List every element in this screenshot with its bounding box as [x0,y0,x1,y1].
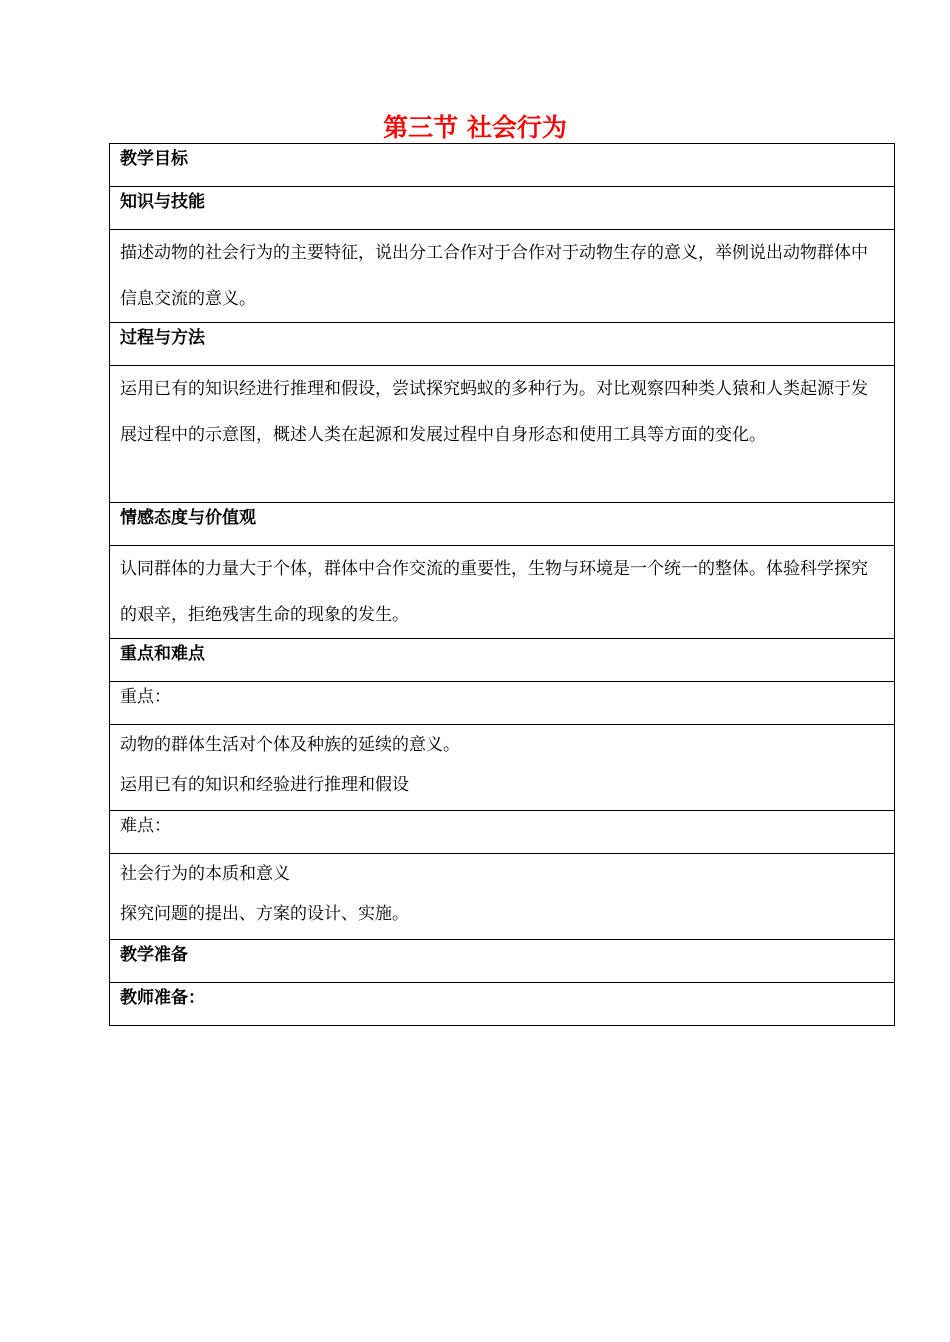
knowledge-skills-text: 描述动物的社会行为的主要特征，说出分工合作对于合作对于动物生存的意义，举例说出动物群体中信息交流的意义。 [110,230,895,323]
section-heading-emotion-values: 情感态度与价值观 [110,503,895,546]
difficult-point-line: 探究问题的提出、方案的设计、实施。 [120,904,409,924]
process-methods-text: 运用已有的知识经进行推理和假设，尝试探究蚂蚁的多种行为。对比观察四种类人猿和人类起源于发展过程中的示意图，概述人类在起源和发展过程中自身形态和使用工具等方面的变化。 [110,366,895,503]
table-row [110,639,895,682]
table-row [110,983,895,1026]
difficult-points-label: 难点： [110,811,895,854]
table-row [110,546,895,639]
table-row [110,725,895,811]
section-heading-teaching-goals: 教学目标 [110,144,895,187]
section-heading-key-difficult: 重点和难点 [110,639,895,682]
key-point-line: 运用已有的知识和经验进行推理和假设 [120,775,409,795]
table-row [110,940,895,983]
lesson-plan-table [109,143,895,1026]
key-points-content [110,725,895,811]
difficult-point-line: 社会行为的本质和意义 [120,864,290,884]
table-row [110,230,895,323]
section-heading-process-methods: 过程与方法 [110,323,895,366]
teacher-prep-label: 教师准备： [110,983,895,1026]
table-row [110,811,895,854]
table-row [110,682,895,725]
difficult-points-content [110,854,895,940]
table-row [110,144,895,187]
table-row [110,854,895,940]
section-heading-teaching-prep: 教学准备 [110,940,895,983]
emotion-values-text: 认同群体的力量大于个体，群体中合作交流的重要性，生物与环境是一个统一的整体。体验科学探究的艰辛，拒绝残害生命的现象的发生。 [110,546,895,639]
key-points-label: 重点： [110,682,895,725]
section-heading-knowledge-skills: 知识与技能 [110,187,895,230]
table-row [110,323,895,366]
table-row [110,503,895,546]
table-row [110,366,895,503]
key-point-line: 动物的群体生活对个体及种族的延续的意义。 [120,735,460,755]
page-title: 第三节 社会行为 [383,113,567,142]
table-row [110,187,895,230]
